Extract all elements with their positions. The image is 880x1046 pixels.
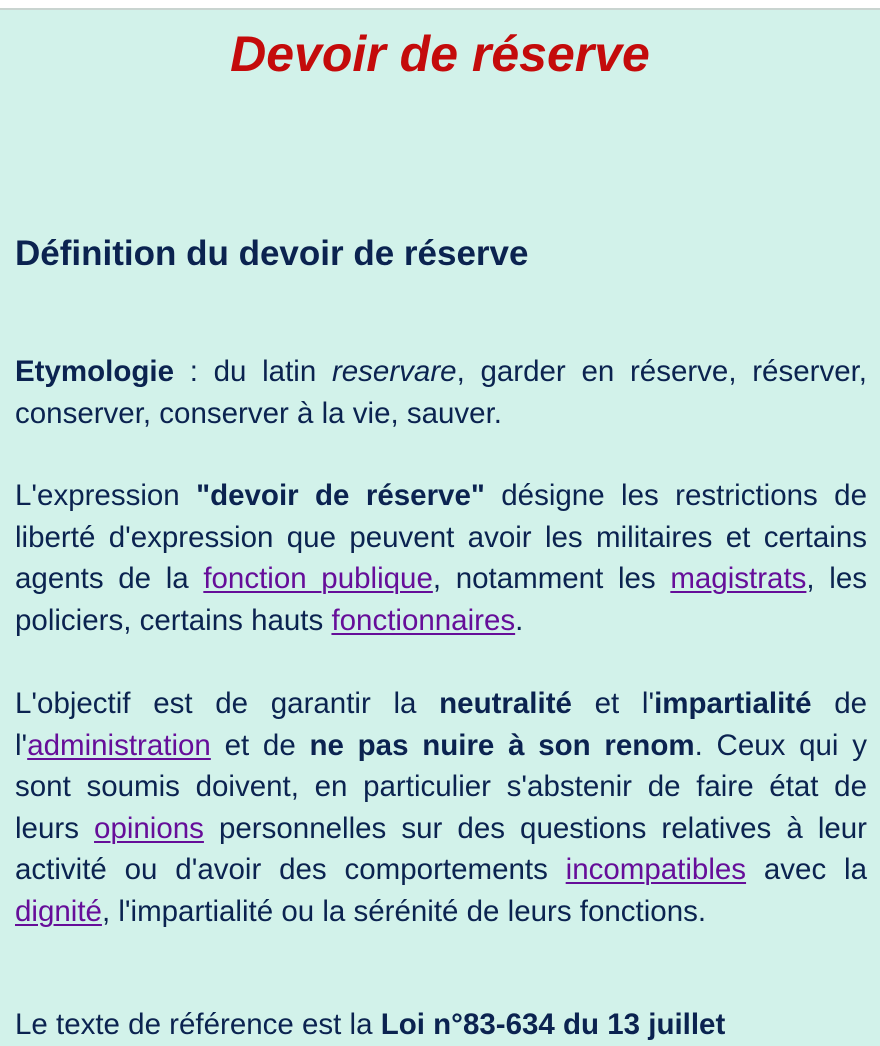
link-incompatibles[interactable]: incompatibles <box>565 853 747 886</box>
bold-term: neutralité <box>439 687 572 720</box>
paragraph-reference <box>15 1004 867 1046</box>
bold-term: "devoir de réserve" <box>196 479 485 512</box>
paragraph-text: L'expression <box>15 479 197 512</box>
etymology-text: : du latin <box>174 355 332 388</box>
paragraph-text: de l' <box>15 687 868 762</box>
paragraph-text: . <box>515 603 524 637</box>
paragraph-text: . Ceux qui y sont soumis doivent, en particulier s'abstenir de faire état de leurs <box>15 728 867 845</box>
paragraph-text: désigne les restrictions de liberté d'expression que peuvent avoir les militaires et certains agents de la <box>15 479 867 595</box>
paragraph-text: L'objectif est de garantir la <box>15 687 440 720</box>
link-fonction-publique[interactable]: fonction publique <box>203 562 433 595</box>
paragraph-text: , l'impartialité ou la sérénité de leurs fonctions. <box>101 894 707 928</box>
paragraph-objective <box>15 683 867 932</box>
paragraph-text: avec la <box>746 853 867 886</box>
link-magistrats[interactable]: magistrats <box>670 562 807 595</box>
link-dignite[interactable]: dignité <box>15 894 102 928</box>
paragraph-text: et de <box>210 728 310 762</box>
paragraph-text: et l' <box>571 687 655 720</box>
link-administration[interactable]: administration <box>27 728 211 762</box>
paragraph-definition <box>15 475 867 641</box>
bold-term: Loi n°83-634 du 13 juillet <box>380 1008 726 1041</box>
paragraph-text: , les policiers, certains hauts <box>15 562 867 637</box>
link-fonctionnaires[interactable]: fonctionnaires <box>331 603 516 637</box>
bold-term: impartialité <box>654 687 812 720</box>
latin-word: reservare <box>331 355 457 388</box>
paragraph-etymology <box>15 351 867 434</box>
etymology-term: Etymologie <box>15 355 174 388</box>
section-heading: Définition du devoir de réserve <box>15 234 529 273</box>
bold-term: ne pas nuire à son renom <box>309 728 695 762</box>
etymology-text: , garder en réserve, réserver, conserver, conserver à la vie, sauver. <box>15 355 867 430</box>
link-opinions[interactable]: opinions <box>94 811 204 845</box>
paragraph-text: personnelles sur des questions relatives à leur activité ou d'avoir des comportements <box>15 811 868 886</box>
top-bar <box>0 0 880 10</box>
paragraph-text: , notamment les <box>432 562 671 595</box>
page-title: Devoir de réserve <box>230 26 650 82</box>
paragraph-text: Le texte de référence est la <box>15 1008 381 1041</box>
